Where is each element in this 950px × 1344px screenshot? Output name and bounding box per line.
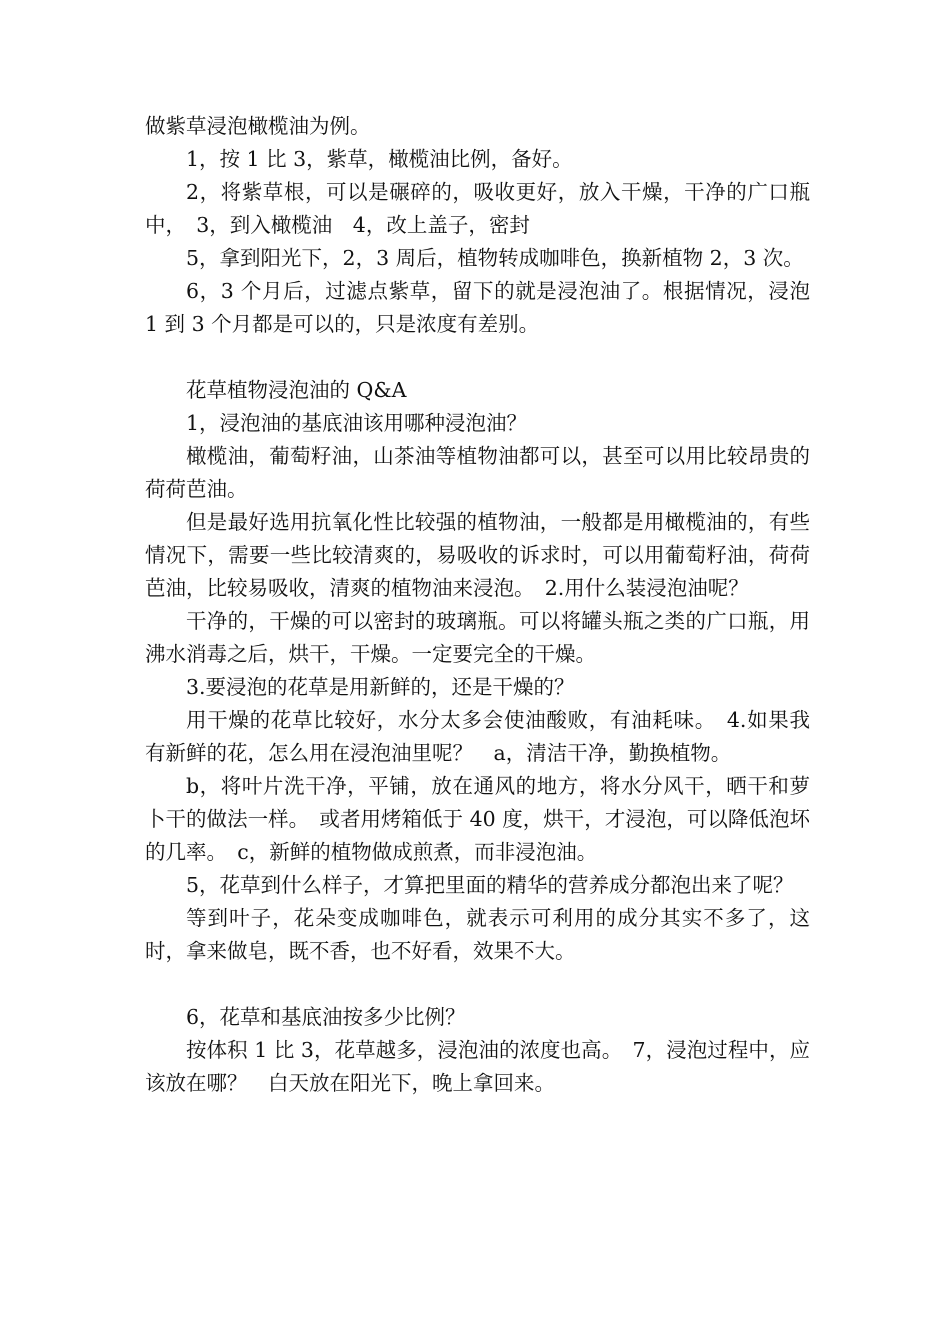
question-1: 1，浸泡油的基底油该用哪种浸泡油？ [186,411,528,435]
paragraph-step-5: 5，拿到阳光下，2，3 周后，植物转成咖啡色，换新植物 2，3 次。 [186,246,804,270]
answer-5: 等到叶子，花朵变成咖啡色，就表示可利用的成分其实不多了，这时，拿来做皂，既不香，也不好看，效果不大。 [145,906,810,963]
paragraph-intro: 做紫草浸泡橄榄油为例。 [145,114,371,138]
section-heading-qa: 花草植物浸泡油的 Q&A [186,378,407,402]
question-6: 6，花草和基底油按多少比例？ [186,1005,466,1029]
document-body [145,110,810,1100]
answer-1b-question-2: 但是最好选用抗氧化性比较强的植物油，一般都是用橄榄油的，有些情况下，需要一些比较清爽的，易吸收的诉求时，可以用葡萄籽油，荷荷芭油，比较易吸收，清爽的植物油来浸泡。 2.用什么装浸泡油呢？ [145,510,810,600]
answer-2: 干净的，干燥的可以密封的玻璃瓶。可以将罐头瓶之类的广口瓶，用沸水消毒之后，烘干，干燥。一定要完全的干燥。 [145,609,810,666]
blank-line [145,341,810,374]
question-5: 5，花草到什么样子，才算把里面的精华的营养成分都泡出来了呢？ [186,873,794,897]
question-3: 3.要浸泡的花草是用新鲜的，还是干燥的？ [186,675,575,699]
blank-line [145,968,810,1001]
paragraph-step-2-4: 2，将紫草根，可以是碾碎的，吸收更好，放入干燥，干净的广口瓶中， 3，到入橄榄油 4，改上盖子，密封 [145,180,810,237]
answer-6-question-7: 按体积 1 比 3，花草越多，浸泡油的浓度也高。 7，浸泡过程中，应该放在哪？ 白天放在阳光下，晚上拿回来。 [145,1038,810,1095]
answer-4: b，将叶片洗干净，平铺，放在通风的地方，将水分风干，晒干和萝卜干的做法一样。 或者用烤箱低于 40 度，烘干，才浸泡，可以降低泡坏的几率。 c，新鲜的植物做成煎煮，而非浸泡油。 [145,774,810,864]
answer-1a: 橄榄油，葡萄籽油，山茶油等植物油都可以，甚至可以用比较昂贵的荷荷芭油。 [145,444,810,501]
paragraph-step-6: 6，3 个月后，过滤点紫草，留下的就是浸泡油了。根据情况，浸泡 1 到 3 个月都是可以的，只是浓度有差别。 [145,279,810,336]
answer-3-question-4: 用干燥的花草比较好，水分太多会使油酸败，有油耗味。 4.如果我有新鲜的花，怎么用在浸泡油里呢？ a，清洁干净，勤换植物。 [145,708,810,765]
paragraph-step-1: 1，按 1 比 3，紫草，橄榄油比例，备好。 [186,147,573,171]
